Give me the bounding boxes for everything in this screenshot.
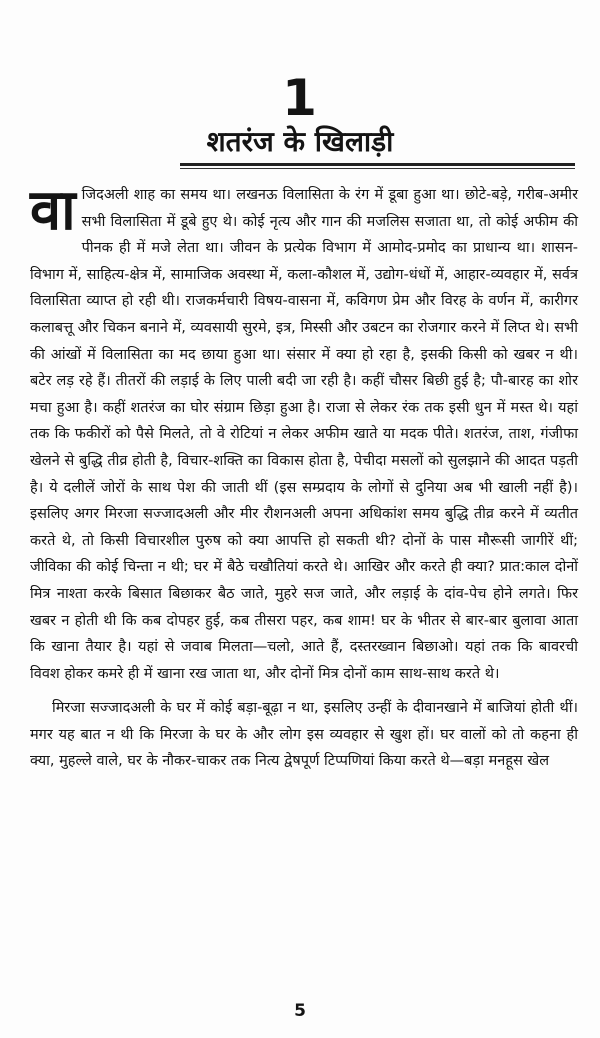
title-underline-thin [180,168,575,169]
chapter-title: शतरंज के खिलाड़ी [206,125,394,158]
chapter-body [30,178,578,775]
page-number: 5 [294,1001,306,1021]
title-underline-thick [180,163,575,166]
paragraph-1-text: जिदअली शाह का समय था। लखनऊ विलासिता के रंग में डूबा हुआ था। छोटे-बड़े, गरीब-अमीर सभी विलासिता में डूबे हुए थे। कोई नृत्य और गान की मजलिस सजाता था, तो कोई अफीम की पीनक ही में मजे लेता था। जीवन के प्रत्येक विभाग में आमोद-प्रमोद का प्राधान्य था। शासन-विभाग में, साहित्य-क्षेत्र में, सामाजिक अवस्था में, कला-कौशल में, उद्योग-धंधों में, आहार-व्यवहार में, सर्वत्र विलासिता व्याप्त हो रही थी। राजकर्मचारी विषय-वासना में, कविगण प्रेम और विरह के वर्णन में, कारीगर कलाबत्तू और चिकन बनाने में, व्यवसायी सुरमे, इत्र, मिस्सी और उबटन का रोजगार करने में लिप्त थे। सभी की आंखों में विलासिता का मद छाया हुआ था। संसार में क्या हो रहा है, इसकी किसी को खबर न थी। बटेर लड़ रहे हैं। तीतरों की लड़ाई के लिए पाली बदी जा रही है। कहीं चौसर बिछी हुई है; पौ-बारह का शोर मचा हुआ है। कहीं शतरंज का घोर संग्राम छिड़ा हुआ है। राजा से लेकर रंक तक इसी धुन में मस्त थे। यहां तक कि फकीरों को पैसे मिलते, तो वे रोटियां न लेकर अफीम खाते या मदक पीते। शतरंज, ताश, गंजीफा खेलने से बुद्धि तीव्र होती है, विचार-शक्ति का विकास होता है, पेचीदा मसलों को सुलझाने की आदत पड़ती है। ये दलीलें जोरों के साथ पेश की जाती थीं (इस सम्प्रदाय के लोगों से दुनिया अब भी खाली नहीं है)। इसलिए अगर मिरजा सज्जादअली और मीर रौशनअली अपना अधिकांश समय बुद्धि तीव्र करने में व्यतीत करते थे, तो किसी विचारशील पुरुष को क्या आपत्ति हो सकती थी? दोनों के पास मौरूसी जागीरें थीं; जीविका की कोई चिन्ता न थी; घर में बैठे चखौतियां करते थे। आखिर और करते ही क्या? प्रात:काल दोनों मित्र नाश्ता करके बिसात बिछाकर बैठ जाते, मुहरे सज जाते, और लड़ाई के दांव-पेच होने लगते। फिर खबर न होती थी कि कब दोपहर हुई, कब तीसरा पहर, कब शाम! घर के भीतर से बार-बार बुलावा आता कि खाना तैयार है। यहां से जवाब मिलता—चलो, आते हैं, दस्तरख्वान बिछाओ। यहां तक कि बावरची विवश होकर कमरे ही में खाना रख जाता था, और दोनों मित्र दोनों काम साथ-साथ करते थे। [30,187,578,682]
paragraph-1 [30,178,578,687]
drop-cap: वा [30,178,76,243]
chapter-number: 1 [282,69,318,127]
paragraph-2: मिरजा सज्जादअली के घर में कोई बड़ा-बूढ़ा न था, इसलिए उन्हीं के दीवानखाने में बाजियां होती थीं। मगर यह बात न थी कि मिरजा के घर के और लोग इस व्यवहार से खुश हों। घर वालों को तो कहना ही क्या, मुहल्ले वाले, घर के नौकर-चाकर तक नित्य द्वेषपूर्ण टिप्पणियां किया करते थे—बड़ा मनहूस खेल [30,700,578,770]
